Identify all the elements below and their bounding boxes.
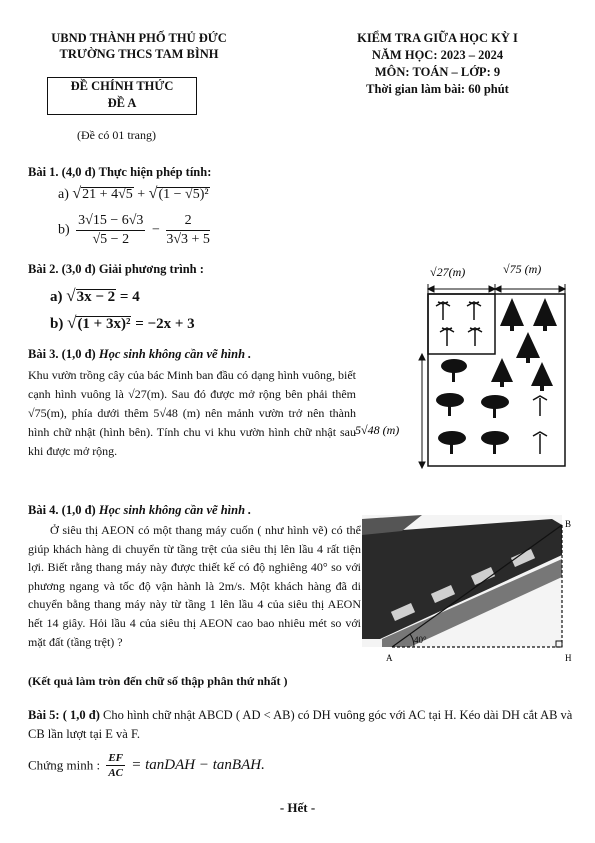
q1-a-radical-2: (1 − √5)² bbox=[158, 187, 209, 202]
pine-tree-icon bbox=[491, 358, 513, 387]
broadleaf-tree-icon bbox=[481, 395, 509, 418]
broadleaf-tree-icon bbox=[436, 393, 464, 416]
pages-note: (Đề có 01 trang) bbox=[77, 128, 156, 142]
q1-part-a: a) √21 + 4√5 + √(1 − √5)² bbox=[58, 185, 209, 202]
broadleaf-tree-icon bbox=[441, 359, 467, 382]
q4-note: Học sinh không cần vẽ hình . bbox=[98, 503, 252, 517]
label-sqrt27: √27(m) bbox=[430, 265, 466, 279]
palm-tree-icon bbox=[468, 328, 482, 346]
q3-note: Học sinh không cần vẽ hình . bbox=[98, 347, 252, 361]
tree-icons bbox=[436, 298, 557, 454]
variant-label: ĐỀ A bbox=[107, 96, 137, 110]
pine-tree-icon bbox=[531, 362, 553, 391]
q5-block bbox=[28, 706, 573, 744]
palm-tree-icon bbox=[533, 396, 547, 416]
q2-title: Bài 2. (3,0 đ) Giải phương trình : bbox=[28, 262, 204, 276]
q3-heading bbox=[28, 346, 251, 364]
q3-body: Khu vườn trồng cây của bác Minh ban đầu có dạng hình vuông, biết cạnh hình vuông là √27(m). Sau đó được mở rộng bên phải thêm √75(m), phía dưới thêm 5√48 (m) nên mảnh vườn trở nên thành hình chữ nhật (hình bên). Tính chu vi khu vườn hình chữ nhật sau khi được mở rộng. bbox=[28, 368, 356, 458]
q5-body: Cho hình chữ nhật ABCD ( AD < AB) có DH vuông góc với AC tại H. Kéo dài DH cắt AB và CB lần lượt tại E và F. bbox=[28, 708, 573, 741]
exam-title: KIỂM TRA GIỮA HỌC KỲ I bbox=[357, 31, 518, 45]
q2-b-rhs: = −2x + 3 bbox=[135, 316, 195, 332]
point-b-label: B bbox=[565, 519, 572, 529]
garden-figure bbox=[350, 258, 575, 473]
q2-b-label: b) bbox=[50, 316, 64, 332]
q1-a-plus: + bbox=[137, 187, 146, 202]
q1-title: Bài 1. (4,0 đ) Thực hiện phép tính: bbox=[28, 165, 212, 179]
q1-b-denominator-2: 3√3 + 5 bbox=[166, 232, 210, 247]
end-marker: - Hết - bbox=[279, 800, 316, 815]
header-left bbox=[24, 30, 254, 62]
q4-body: Ở siêu thị AEON có một thang máy cuốn ( như hình vẽ) có thể giúp khách hàng di chuyển từ tầng trệt của siêu thị lên lầu 4 rất tiện lợi. Biết rằng thang máy này được thiết kế có độ nghiêng 40° so với phương ngang và tốc độ vận hành là 2m/s. Một khách hàng đã di chuyển bằng thang máy này từ tầng 1 lên lầu 4 của siêu thị AEON hết 14 giây. Hỏi lầu 4 của siêu thị AEON cao bao nhiêu mét so với mặt đất (tầng trệt) ? bbox=[28, 523, 361, 649]
escalator-figure bbox=[362, 515, 577, 667]
q5-title: Bài 5: ( 1,0 đ) bbox=[28, 708, 100, 722]
broadleaf-tree-icon bbox=[481, 431, 509, 454]
broadleaf-tree-icon bbox=[438, 431, 466, 454]
q5-frac-den: AC bbox=[108, 767, 123, 779]
q2-a-rhs: = 4 bbox=[119, 289, 140, 305]
palm-tree-icon bbox=[440, 328, 454, 346]
q4-title: Bài 4. (1,0 đ) bbox=[28, 503, 96, 517]
q5-rhs: = tanDAH − tanBAH. bbox=[131, 757, 265, 773]
q5-frac-num: EF bbox=[108, 752, 123, 764]
pine-tree-icon bbox=[533, 298, 557, 331]
palm-tree-icon bbox=[533, 432, 547, 454]
subject: MÔN: TOÁN – LỚP: 9 bbox=[374, 65, 501, 79]
q1-b-numerator-1: 3√15 − 6√3 bbox=[76, 213, 145, 231]
q5-fraction bbox=[106, 752, 125, 779]
q3-title: Bài 3. (1,0 đ) bbox=[28, 347, 96, 361]
label-sqrt75: √75 (m) bbox=[503, 262, 542, 276]
point-a-label: A bbox=[386, 653, 393, 663]
official-label: ĐỀ CHÍNH THỨC bbox=[70, 79, 174, 93]
school-year: NĂM HỌC: 2023 – 2024 bbox=[371, 48, 504, 62]
q4-heading bbox=[28, 502, 251, 520]
q5-prove bbox=[28, 752, 265, 779]
q1-b-minus: − bbox=[151, 222, 160, 238]
q2-b-radical: (1 + 3x)² bbox=[77, 316, 131, 332]
palm-tree-icon bbox=[436, 302, 450, 320]
q1-a-radical-1: 21 + 4√5 bbox=[82, 187, 133, 202]
q1-b-numerator-2: 2 bbox=[166, 213, 210, 231]
q2-a-label: a) bbox=[50, 289, 63, 305]
q1-b-denominator-1: √5 − 2 bbox=[92, 232, 130, 247]
garden-original-square bbox=[428, 294, 495, 354]
q1-b-label: b) bbox=[58, 222, 70, 238]
q4-result-note: (Kết quả làm tròn đến chữ số thập phân thứ nhất ) bbox=[28, 674, 288, 688]
header-right bbox=[300, 30, 575, 98]
q1-a-label: a) bbox=[58, 187, 69, 202]
q2-part-b: b) √(1 + 3x)² = −2x + 3 bbox=[50, 313, 195, 332]
q1-part-b bbox=[58, 213, 213, 248]
authority-name: UBND THÀNH PHỐ THỦ ĐỨC bbox=[51, 31, 227, 45]
q5-prove-label: Chứng minh : bbox=[28, 757, 101, 773]
q1-b-fraction-2 bbox=[166, 213, 210, 248]
q1-b-fraction-1 bbox=[76, 213, 145, 248]
pine-tree-icon bbox=[516, 332, 540, 363]
point-h-label: H bbox=[565, 653, 572, 663]
palm-tree-icon bbox=[467, 302, 481, 320]
q2-a-radical: 3x − 2 bbox=[76, 289, 116, 305]
label-5sqrt48: 5√48 (m) bbox=[355, 423, 400, 437]
q2-part-a: a) √3x − 2 = 4 bbox=[50, 286, 140, 305]
school-name: TRƯỜNG THCS TAM BÌNH bbox=[59, 47, 219, 61]
pine-tree-icon bbox=[500, 298, 524, 331]
official-box bbox=[47, 77, 197, 115]
angle-label: 40° bbox=[414, 635, 427, 645]
duration: Thời gian làm bài: 60 phút bbox=[366, 82, 509, 96]
